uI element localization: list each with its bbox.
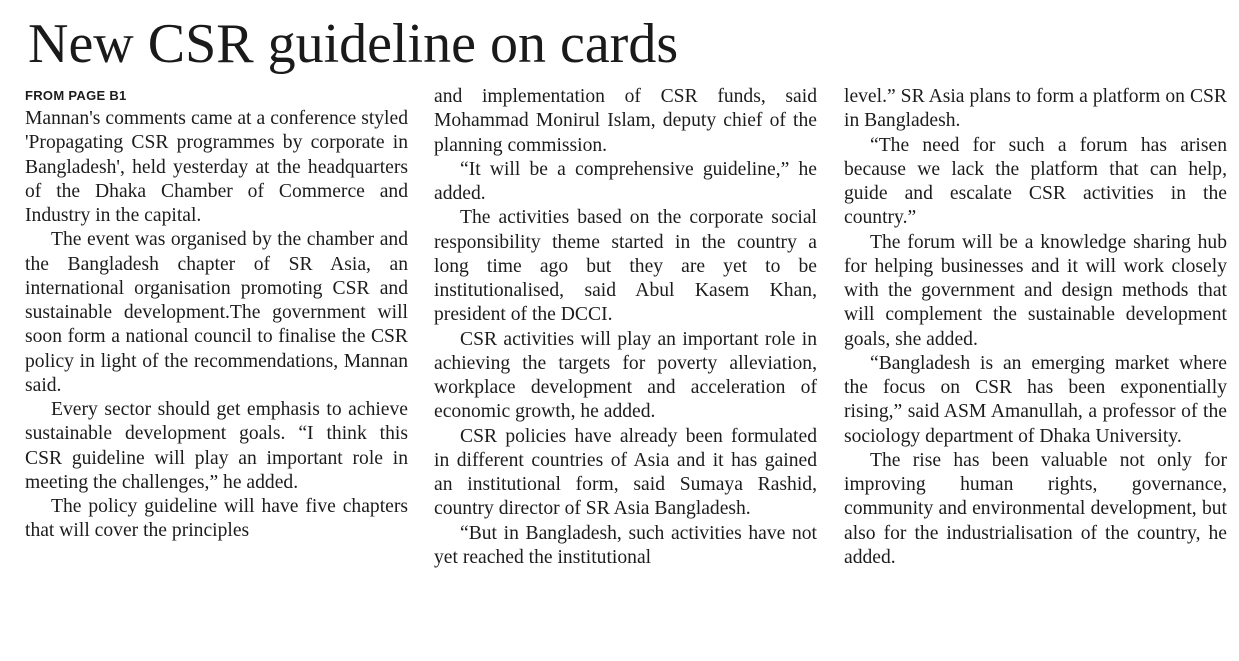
paragraph: Every sector should get emphasis to achieve sustainable development goals. “I think this CSR guideline will play an important role in meeting the challenges,” he added. — [25, 399, 408, 493]
article-column-3 — [844, 85, 1227, 570]
paragraph: The activities based on the corporate social responsibility theme started in the country a long time ago but they are yet to be institutionalised, said Abul Kasem Khan, president of the DCCI. — [434, 207, 817, 326]
headline: New CSR guideline on cards — [28, 13, 679, 75]
paragraph: CSR policies have already been formulated in different countries of Asia and it has gained an institutional form, said Sumaya Rashid, country director of SR Asia Bangladesh. — [434, 425, 817, 520]
paragraph: The policy guideline will have five chapters that will cover the principles — [25, 496, 408, 542]
paragraph: The rise has been valuable not only for improving human rights, governance, community and environmental development, but also for the industrialisation of the country, he added. — [844, 449, 1227, 568]
jump-label: FROM PAGE B1 — [25, 88, 127, 103]
paragraph: “The need for such a forum has arisen because we lack the platform that can help, guide and escalate CSR activities in the country.” — [844, 134, 1227, 229]
paragraph: level.” SR Asia plans to form a platform on CSR in Bangladesh. — [844, 86, 1227, 132]
paragraph: “But in Bangladesh, such activities have not yet reached the institutional — [434, 522, 817, 568]
paragraph: “It will be a comprehensive guideline,” he added. — [434, 158, 817, 204]
article-column-1 — [25, 85, 408, 544]
paragraph: CSR activities will play an important role in achieving the targets for poverty alleviation, workplace development and acceleration of economic growth, he added. — [434, 328, 817, 423]
paragraph: Mannan's comments came at a conference styled 'Propagating CSR programmes by corporate in Bangladesh', held yesterday at the headquarters of the Dhaka Chamber of Commerce and Industry in the capital. — [25, 108, 408, 226]
paragraph: The forum will be a knowledge sharing hub for helping businesses and it will work closely with the government and design methods that will complement the sustainable development goals, she added. — [844, 231, 1227, 350]
article-column-2 — [434, 85, 817, 570]
paragraph: and implementation of CSR funds, said Mohammad Monirul Islam, deputy chief of the planning commission. — [434, 86, 817, 156]
paragraph: “Bangladesh is an emerging market where the focus on CSR has been exponentially rising,” said ASM Amanullah, a professor of the sociology department of Dhaka University. — [844, 352, 1227, 447]
paragraph: The event was organised by the chamber and the Bangladesh chapter of SR Asia, an international organisation promoting CSR and sustainable development.The government will soon form a national council to finalise the CSR policy in light of the recommendations, Mannan said. — [25, 229, 408, 396]
